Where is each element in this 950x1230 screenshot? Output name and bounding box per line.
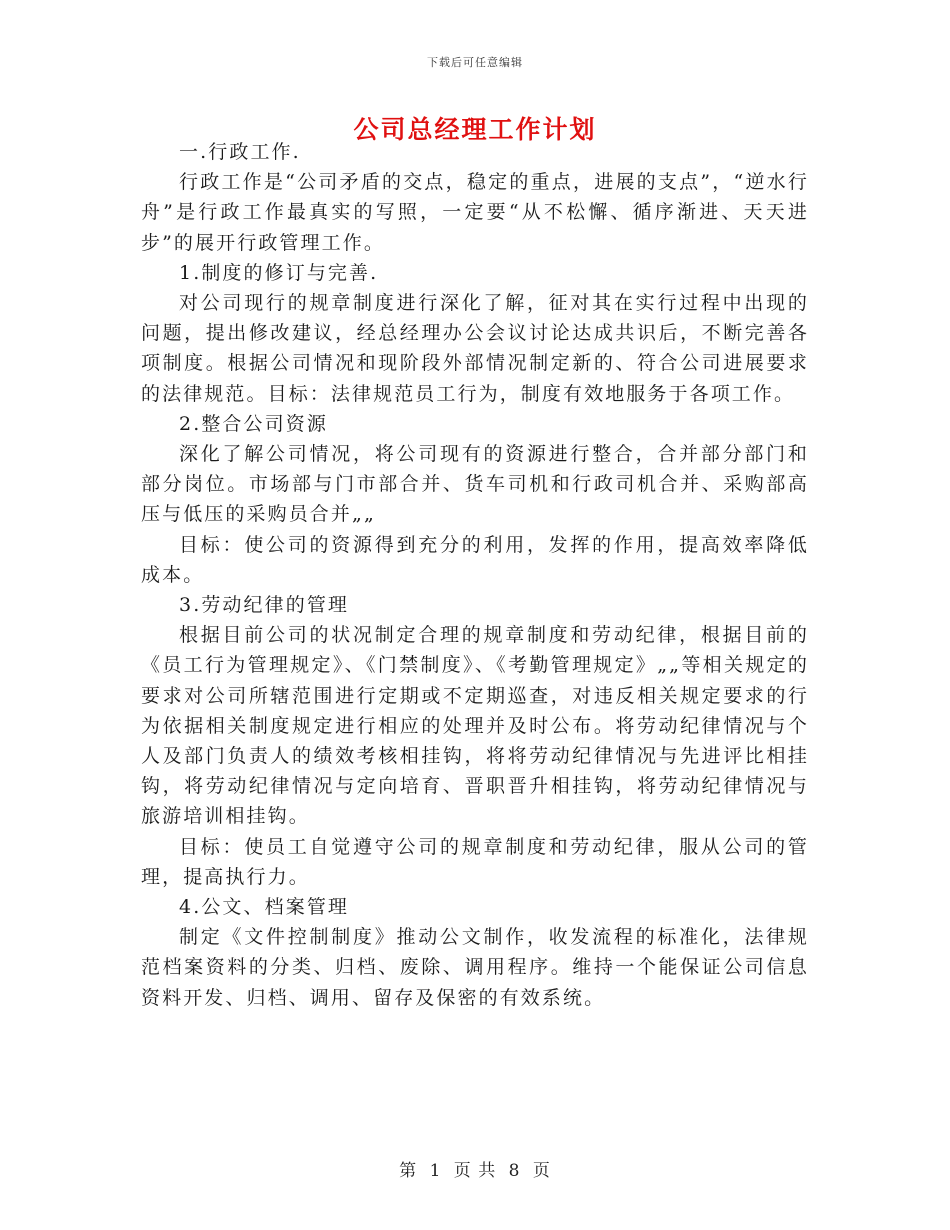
document-body: [141, 137, 809, 1013]
paragraph: 深化了解公司情况，将公司现有的资源进行整合，合并部分部门和部分岗位。市场部与门市部合并、货车司机和行政司机合并、采购部高压与低压的采购员合并„„: [141, 443, 809, 526]
footer-suffix: 页: [532, 1161, 551, 1181]
paragraph: 根据目前公司的状况制定合理的规章制度和劳动纪律，根据目前的《员工行为管理规定》、《门禁制度》、《考勤管理规定》„„等相关规定的要求对公司所辖范围进行定期或不定期巡查，对违反相关规定要求的行为依据相关制度规定进行相应的处理并及时公布。将劳动纪律情况与个人及部门负责人的绩效考核相挂钩，将将劳动纪律情况与先进评比相挂钩，将劳动纪律情况与定向培育、晋职晋升相挂钩，将劳动纪律情况与旅游培训相挂钩。: [141, 624, 809, 828]
paragraph-subheading: 4.公文、档案管理: [179, 896, 350, 919]
paragraph: 目标：使公司的资源得到充分的利用，发挥的作用，提高效率降低成本。: [141, 533, 809, 586]
page-footer: [0, 1156, 950, 1181]
paragraph-subheading: 1.制度的修订与完善.: [179, 261, 379, 284]
paragraph: 对公司现行的规章制度进行深化了解，征对其在实行过程中出现的问题，提出修改建议，经总经理办公会议讨论达成共识后，不断完善各项制度。根据公司情况和现阶段外部情况制定新的、符合公司进展要求的法律规范。目标：法律规范员工行为，制度有效地服务于各项工作。: [141, 292, 809, 405]
paragraph: 行政工作是“公司矛盾的交点，稳定的重点，进展的支点”，“逆水行舟”是行政工作最真实的写照，一定要“从不松懈、循序渐进、天天进步”的展开行政管理工作。: [141, 171, 809, 254]
paragraph-section-heading: 一.行政工作.: [179, 141, 301, 163]
footer-total-pages: 8: [508, 1161, 521, 1181]
footer-middle: 页 共: [453, 1161, 497, 1181]
paragraph-subheading: 2.整合公司资源: [179, 412, 328, 435]
footer-page-number: 1: [429, 1161, 442, 1181]
header-note: 下载后可任意编辑: [427, 56, 523, 69]
paragraph-subheading: 3.劳动纪律的管理: [179, 594, 350, 617]
footer-prefix: 第: [399, 1161, 418, 1181]
document-title: 公司总经理工作计划: [353, 115, 597, 144]
paragraph: 制定《文件控制制度》推动公文制作，收发流程的标准化，法律规范档案资料的分类、归档、废除、调用程序。维持一个能保证公司信息资料开发、归档、调用、留存及保密的有效系统。: [141, 926, 809, 1009]
paragraph: 目标：使员工自觉遵守公司的规章制度和劳动纪律，服从公司的管理，提高执行力。: [141, 835, 809, 888]
